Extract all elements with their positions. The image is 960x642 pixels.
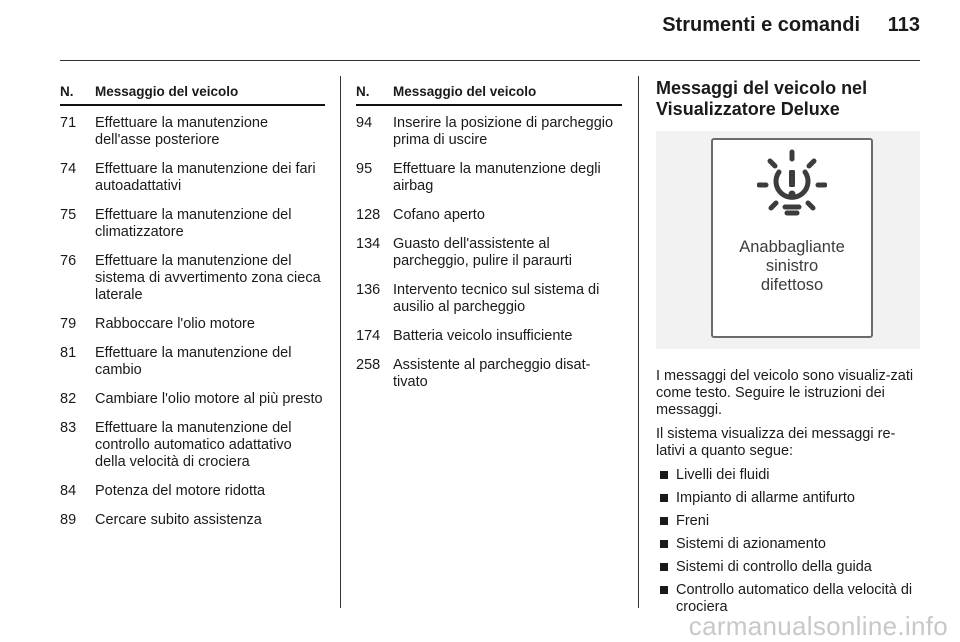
list-item-text: Freni (676, 513, 710, 529)
message-text: Effettuare la manutenzione dell'asse posteriore (95, 115, 269, 148)
bullet-square-icon (660, 540, 668, 548)
message-text: Effettuare la manutenzione del climatizzatore (95, 207, 292, 240)
table-row (356, 207, 622, 224)
message-text: Effettuare la manutenzione dei fari autoadattativi (95, 161, 316, 194)
column-divider (340, 76, 341, 608)
table-row (60, 420, 325, 471)
section-title: Messaggi del veicolo nel Visualizzatore Deluxe (656, 78, 868, 119)
list-item (656, 490, 920, 507)
message-table-left (60, 80, 325, 541)
column-divider (638, 76, 639, 608)
table-row (60, 316, 325, 333)
message-number: 71 (60, 115, 77, 131)
header-divider (60, 60, 920, 61)
column-header-message: Messaggio del veicolo (95, 84, 239, 99)
message-number: 95 (356, 161, 373, 177)
list-item-text: Livelli dei fluidi (676, 467, 770, 483)
bullet-square-icon (660, 563, 668, 571)
message-text: Intervento tecnico sul sistema di ausilio al parcheggio (393, 282, 600, 315)
message-number: 74 (60, 161, 77, 177)
list-item (656, 467, 920, 484)
message-number: 83 (60, 420, 77, 436)
message-text: Cofano aperto (393, 207, 485, 223)
message-text: Batteria veicolo insufficiente (393, 328, 573, 344)
display-illustration (656, 131, 920, 349)
message-number: 136 (356, 282, 381, 298)
display-message: Anabbagliante sinistro difettoso (739, 238, 845, 294)
deluxe-display-section (656, 78, 920, 622)
watermark: carmanualsonline.info (688, 611, 948, 641)
table-row (60, 115, 325, 149)
column-header-number: N. (60, 84, 74, 99)
message-number: 128 (356, 207, 381, 223)
message-text: Effettuare la manutenzione degli airbag (393, 161, 601, 194)
table-row (60, 161, 325, 195)
page-number: 113 (887, 14, 920, 36)
list-item-text: Impianto di allarme antifurto (676, 490, 855, 506)
bullet-square-icon (660, 586, 668, 594)
table-row (60, 512, 325, 529)
table-row (60, 345, 325, 379)
message-text: Cercare subito assistenza (95, 512, 262, 528)
table-row (356, 282, 622, 316)
topic-list (656, 467, 920, 616)
message-text: Effettuare la manutenzione del sistema di avvertimento zona cieca laterale (95, 253, 321, 303)
bullet-square-icon (660, 517, 668, 525)
message-text: Potenza del motore ridotta (95, 483, 266, 499)
message-text: Rabboccare l'olio motore (95, 316, 255, 332)
message-table-right (356, 80, 622, 403)
display-panel (711, 138, 873, 338)
table-row (60, 207, 325, 241)
table-row (356, 236, 622, 270)
list-item-text: Sistemi di controllo della guida (676, 559, 872, 575)
list-item (656, 536, 920, 553)
message-text: Assistente al parcheggio disat-tivato (393, 357, 591, 390)
bullet-square-icon (660, 494, 668, 502)
list-item (656, 513, 920, 530)
table-row (60, 253, 325, 304)
message-number: 76 (60, 253, 77, 269)
table-row (60, 483, 325, 500)
message-number: 89 (60, 512, 77, 528)
header-title: Strumenti e comandi (662, 14, 860, 36)
message-number: 174 (356, 328, 381, 344)
bullet-square-icon (660, 471, 668, 479)
message-text: Effettuare la manutenzione del cambio (95, 345, 292, 378)
table-row (356, 115, 622, 149)
list-item-text: Controllo automatico della velocità di crociera (676, 582, 913, 615)
table-header (60, 80, 325, 100)
message-number: 84 (60, 483, 77, 499)
message-number: 82 (60, 391, 77, 407)
table-row (60, 391, 325, 408)
table-header-rule (60, 104, 325, 106)
message-number: 258 (356, 357, 381, 373)
list-item (656, 559, 920, 576)
table-header-rule (356, 104, 622, 106)
lamp-warning-icon (757, 148, 827, 228)
message-text: Guasto dell'assistente al parcheggio, pulire il paraurti (393, 236, 572, 269)
message-number: 81 (60, 345, 77, 361)
list-item-text: Sistemi di azionamento (676, 536, 826, 552)
table-header (356, 80, 622, 100)
message-text: Effettuare la manutenzione del controllo automatico adattativo della velocità di crociera (95, 420, 292, 470)
message-number: 79 (60, 316, 77, 332)
table-body (60, 115, 325, 529)
message-text: Inserire la posizione di parcheggio prima di uscire (393, 115, 614, 148)
table-row (356, 357, 622, 391)
message-number: 94 (356, 115, 373, 131)
message-text: Cambiare l'olio motore al più presto (95, 391, 323, 407)
column-header-number: N. (356, 84, 370, 99)
table-row (356, 328, 622, 345)
table-row (356, 161, 622, 195)
intro-paragraph: I messaggi del veicolo sono visualiz-zati come testo. Seguire le istruzioni dei messaggi. (656, 368, 914, 418)
message-number: 75 (60, 207, 77, 223)
table-body (356, 115, 622, 391)
info-paragraph: Il sistema visualizza dei messaggi re-lativi a quanto segue: (656, 426, 896, 459)
message-number: 134 (356, 236, 381, 252)
column-header-message: Messaggio del veicolo (393, 84, 537, 99)
